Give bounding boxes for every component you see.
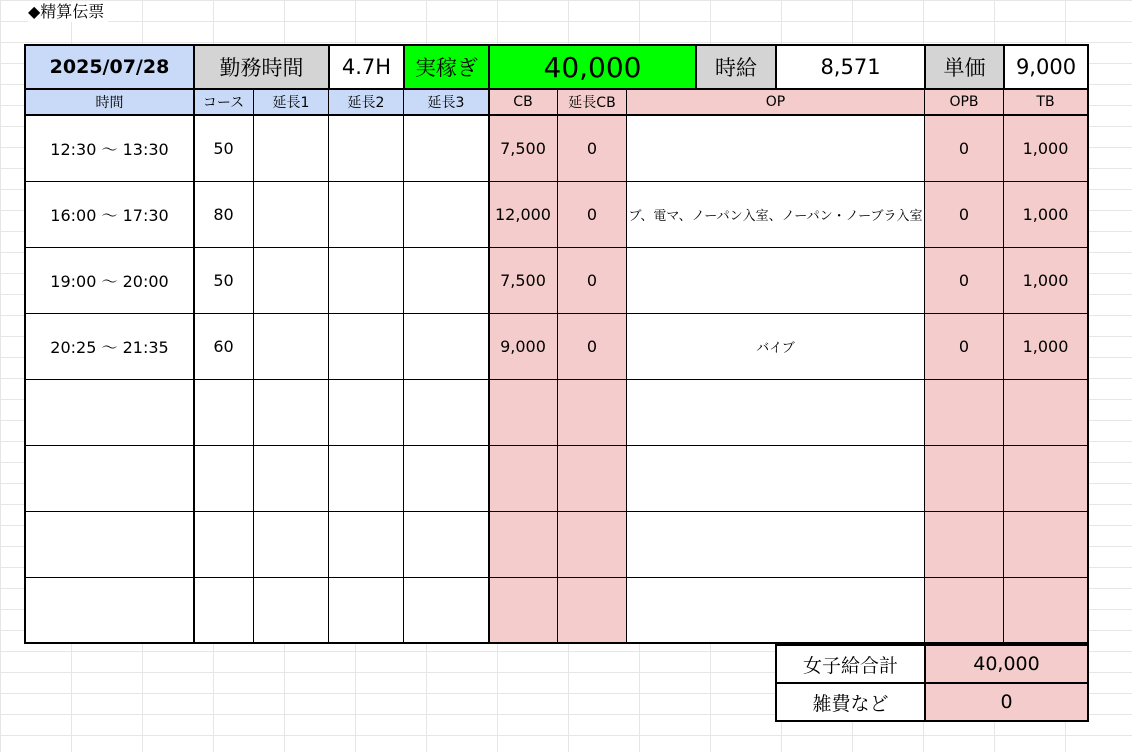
- ext-cb-value: 0: [586, 271, 598, 290]
- cell-course[interactable]: [194, 248, 254, 314]
- cell-course[interactable]: [194, 578, 254, 644]
- cell-ext3[interactable]: [404, 182, 489, 248]
- cell-tb[interactable]: [1004, 248, 1088, 314]
- cell-opb[interactable]: [925, 182, 1004, 248]
- cell-opb[interactable]: [925, 446, 1004, 512]
- cell-ext-cb[interactable]: [558, 512, 627, 578]
- cell-tb[interactable]: [1004, 380, 1088, 446]
- date-cell[interactable]: 2025/07/28: [24, 44, 195, 90]
- cell-time[interactable]: [25, 116, 195, 182]
- cell-time[interactable]: [25, 578, 195, 644]
- cell-tb[interactable]: [1004, 116, 1088, 182]
- cell-tb[interactable]: [1004, 512, 1088, 578]
- cell-ext2[interactable]: [329, 314, 404, 380]
- cell-cb[interactable]: [489, 380, 558, 446]
- time-value: 16:00 〜 17:30: [50, 206, 169, 225]
- cell-time[interactable]: [25, 512, 195, 578]
- frame-cb-divider: [488, 88, 490, 644]
- cell-op[interactable]: [627, 578, 925, 644]
- cell-ext2[interactable]: [329, 116, 404, 182]
- cell-ext-cb[interactable]: [558, 578, 627, 644]
- cell-ext2[interactable]: [329, 446, 404, 512]
- cell-course[interactable]: [194, 446, 254, 512]
- cell-ext3[interactable]: [404, 578, 489, 644]
- tb-value: 1,000: [1022, 337, 1069, 356]
- op-value: ブ、電マ、ノーパン入室、ノーパン・ノーブラ入室: [628, 209, 923, 224]
- cell-course[interactable]: [194, 314, 254, 380]
- course-value: 80: [213, 205, 234, 224]
- cell-cb[interactable]: [489, 578, 558, 644]
- earnings-label: 実稼ぎ: [403, 44, 490, 90]
- cell-time[interactable]: [25, 446, 195, 512]
- cell-ext1[interactable]: [254, 182, 329, 248]
- cell-ext1[interactable]: [254, 314, 329, 380]
- cell-opb[interactable]: [925, 314, 1004, 380]
- opb-value: 0: [958, 205, 970, 224]
- opb-value: 0: [958, 139, 970, 158]
- column-header-ext-cb: 延長CB: [558, 89, 627, 115]
- cell-course[interactable]: [194, 380, 254, 446]
- cell-op[interactable]: [627, 248, 925, 314]
- course-value: 60: [213, 337, 234, 356]
- work-hours-label: 勤務時間: [193, 44, 330, 90]
- cell-ext3[interactable]: [404, 116, 489, 182]
- column-header-ext3: 延長3: [404, 89, 489, 115]
- time-value: 19:00 〜 20:00: [50, 272, 169, 291]
- sheet-title: ◆精算伝票: [28, 2, 108, 22]
- cell-opb[interactable]: [925, 380, 1004, 446]
- ext-cb-value: 0: [586, 337, 598, 356]
- cell-course[interactable]: [194, 512, 254, 578]
- cell-ext2[interactable]: [329, 578, 404, 644]
- cell-tb[interactable]: [1004, 578, 1088, 644]
- cell-ext1[interactable]: [254, 512, 329, 578]
- cell-ext1[interactable]: [254, 578, 329, 644]
- hourly-value[interactable]: 8,571: [775, 44, 926, 90]
- cell-ext-cb[interactable]: [558, 248, 627, 314]
- cell-ext3[interactable]: [404, 248, 489, 314]
- work-hours-value[interactable]: 4.7H: [328, 44, 405, 90]
- column-header-cb: CB: [489, 89, 558, 115]
- column-header-op: OP: [627, 89, 925, 115]
- cell-ext-cb[interactable]: [558, 182, 627, 248]
- cell-cb[interactable]: [489, 314, 558, 380]
- cell-ext1[interactable]: [254, 248, 329, 314]
- cb-value: 7,500: [500, 271, 546, 290]
- cell-ext-cb[interactable]: [558, 116, 627, 182]
- unit-price-label: 単価: [924, 44, 1005, 90]
- cell-time[interactable]: [25, 314, 195, 380]
- cell-ext3[interactable]: [404, 446, 489, 512]
- opb-value: 0: [958, 337, 970, 356]
- cell-op[interactable]: [627, 182, 925, 248]
- column-header-course: コース: [194, 89, 254, 115]
- cell-opb[interactable]: [925, 248, 1004, 314]
- cell-ext2[interactable]: [329, 182, 404, 248]
- unit-price-value[interactable]: 9,000: [1003, 44, 1089, 90]
- course-value: 50: [213, 139, 234, 158]
- cell-tb[interactable]: [1004, 314, 1088, 380]
- cell-ext3[interactable]: [404, 380, 489, 446]
- cell-ext2[interactable]: [329, 512, 404, 578]
- column-header-ext1: 延長1: [254, 89, 329, 115]
- cell-cb[interactable]: [489, 248, 558, 314]
- cell-tb[interactable]: [1004, 446, 1088, 512]
- tb-value: 1,000: [1022, 271, 1069, 290]
- cell-op[interactable]: [627, 116, 925, 182]
- tb-value: 1,000: [1022, 139, 1069, 158]
- cell-cb[interactable]: [489, 512, 558, 578]
- cell-ext2[interactable]: [329, 248, 404, 314]
- earnings-value[interactable]: 40,000: [488, 44, 697, 90]
- cell-opb[interactable]: [925, 116, 1004, 182]
- cell-ext3[interactable]: [404, 512, 489, 578]
- cell-opb[interactable]: [925, 512, 1004, 578]
- misc-label: 雑費など: [775, 682, 926, 722]
- total-label: 女子給合計: [775, 644, 926, 684]
- cell-cb[interactable]: [489, 116, 558, 182]
- cell-op[interactable]: [627, 314, 925, 380]
- frame-left: [24, 88, 26, 644]
- cell-ext3[interactable]: [404, 314, 489, 380]
- cell-ext1[interactable]: [254, 446, 329, 512]
- cell-ext-cb[interactable]: [558, 314, 627, 380]
- ext-cb-value: 0: [586, 205, 598, 224]
- cell-course[interactable]: [194, 182, 254, 248]
- cell-cb[interactable]: [489, 446, 558, 512]
- column-header-ext2: 延長2: [329, 89, 404, 115]
- cb-value: 7,500: [500, 139, 546, 158]
- cell-time[interactable]: [25, 380, 195, 446]
- op-value: バイブ: [756, 341, 795, 356]
- cell-ext-cb[interactable]: [558, 380, 627, 446]
- ext-cb-value: 0: [586, 139, 598, 158]
- cell-ext1[interactable]: [254, 116, 329, 182]
- frame-right: [1087, 88, 1089, 644]
- cell-course[interactable]: [194, 116, 254, 182]
- cb-value: 9,000: [500, 337, 546, 356]
- cell-op[interactable]: [627, 446, 925, 512]
- frame-time-divider: [193, 88, 195, 644]
- total-value[interactable]: 40,000: [924, 644, 1089, 684]
- column-header-time: 時間: [25, 89, 195, 115]
- cell-time[interactable]: [25, 182, 195, 248]
- cell-time[interactable]: [25, 248, 195, 314]
- time-value: 12:30 〜 13:30: [50, 140, 169, 159]
- tb-value: 1,000: [1022, 205, 1069, 224]
- column-header-tb: TB: [1004, 89, 1088, 115]
- cell-cb[interactable]: [489, 182, 558, 248]
- cell-opb[interactable]: [925, 578, 1004, 644]
- course-value: 50: [213, 271, 234, 290]
- hourly-label: 時給: [695, 44, 777, 90]
- opb-value: 0: [958, 271, 970, 290]
- column-header-opb: OPB: [925, 89, 1004, 115]
- cell-ext2[interactable]: [329, 380, 404, 446]
- time-value: 20:25 〜 21:35: [50, 338, 169, 357]
- cell-op[interactable]: [627, 512, 925, 578]
- cell-tb[interactable]: [1004, 182, 1088, 248]
- frame-subheader-bottom: [24, 114, 1089, 116]
- cell-ext-cb[interactable]: [558, 446, 627, 512]
- cell-ext1[interactable]: [254, 380, 329, 446]
- misc-value[interactable]: 0: [924, 682, 1089, 722]
- cell-op[interactable]: [627, 380, 925, 446]
- cb-value: 12,000: [495, 205, 551, 224]
